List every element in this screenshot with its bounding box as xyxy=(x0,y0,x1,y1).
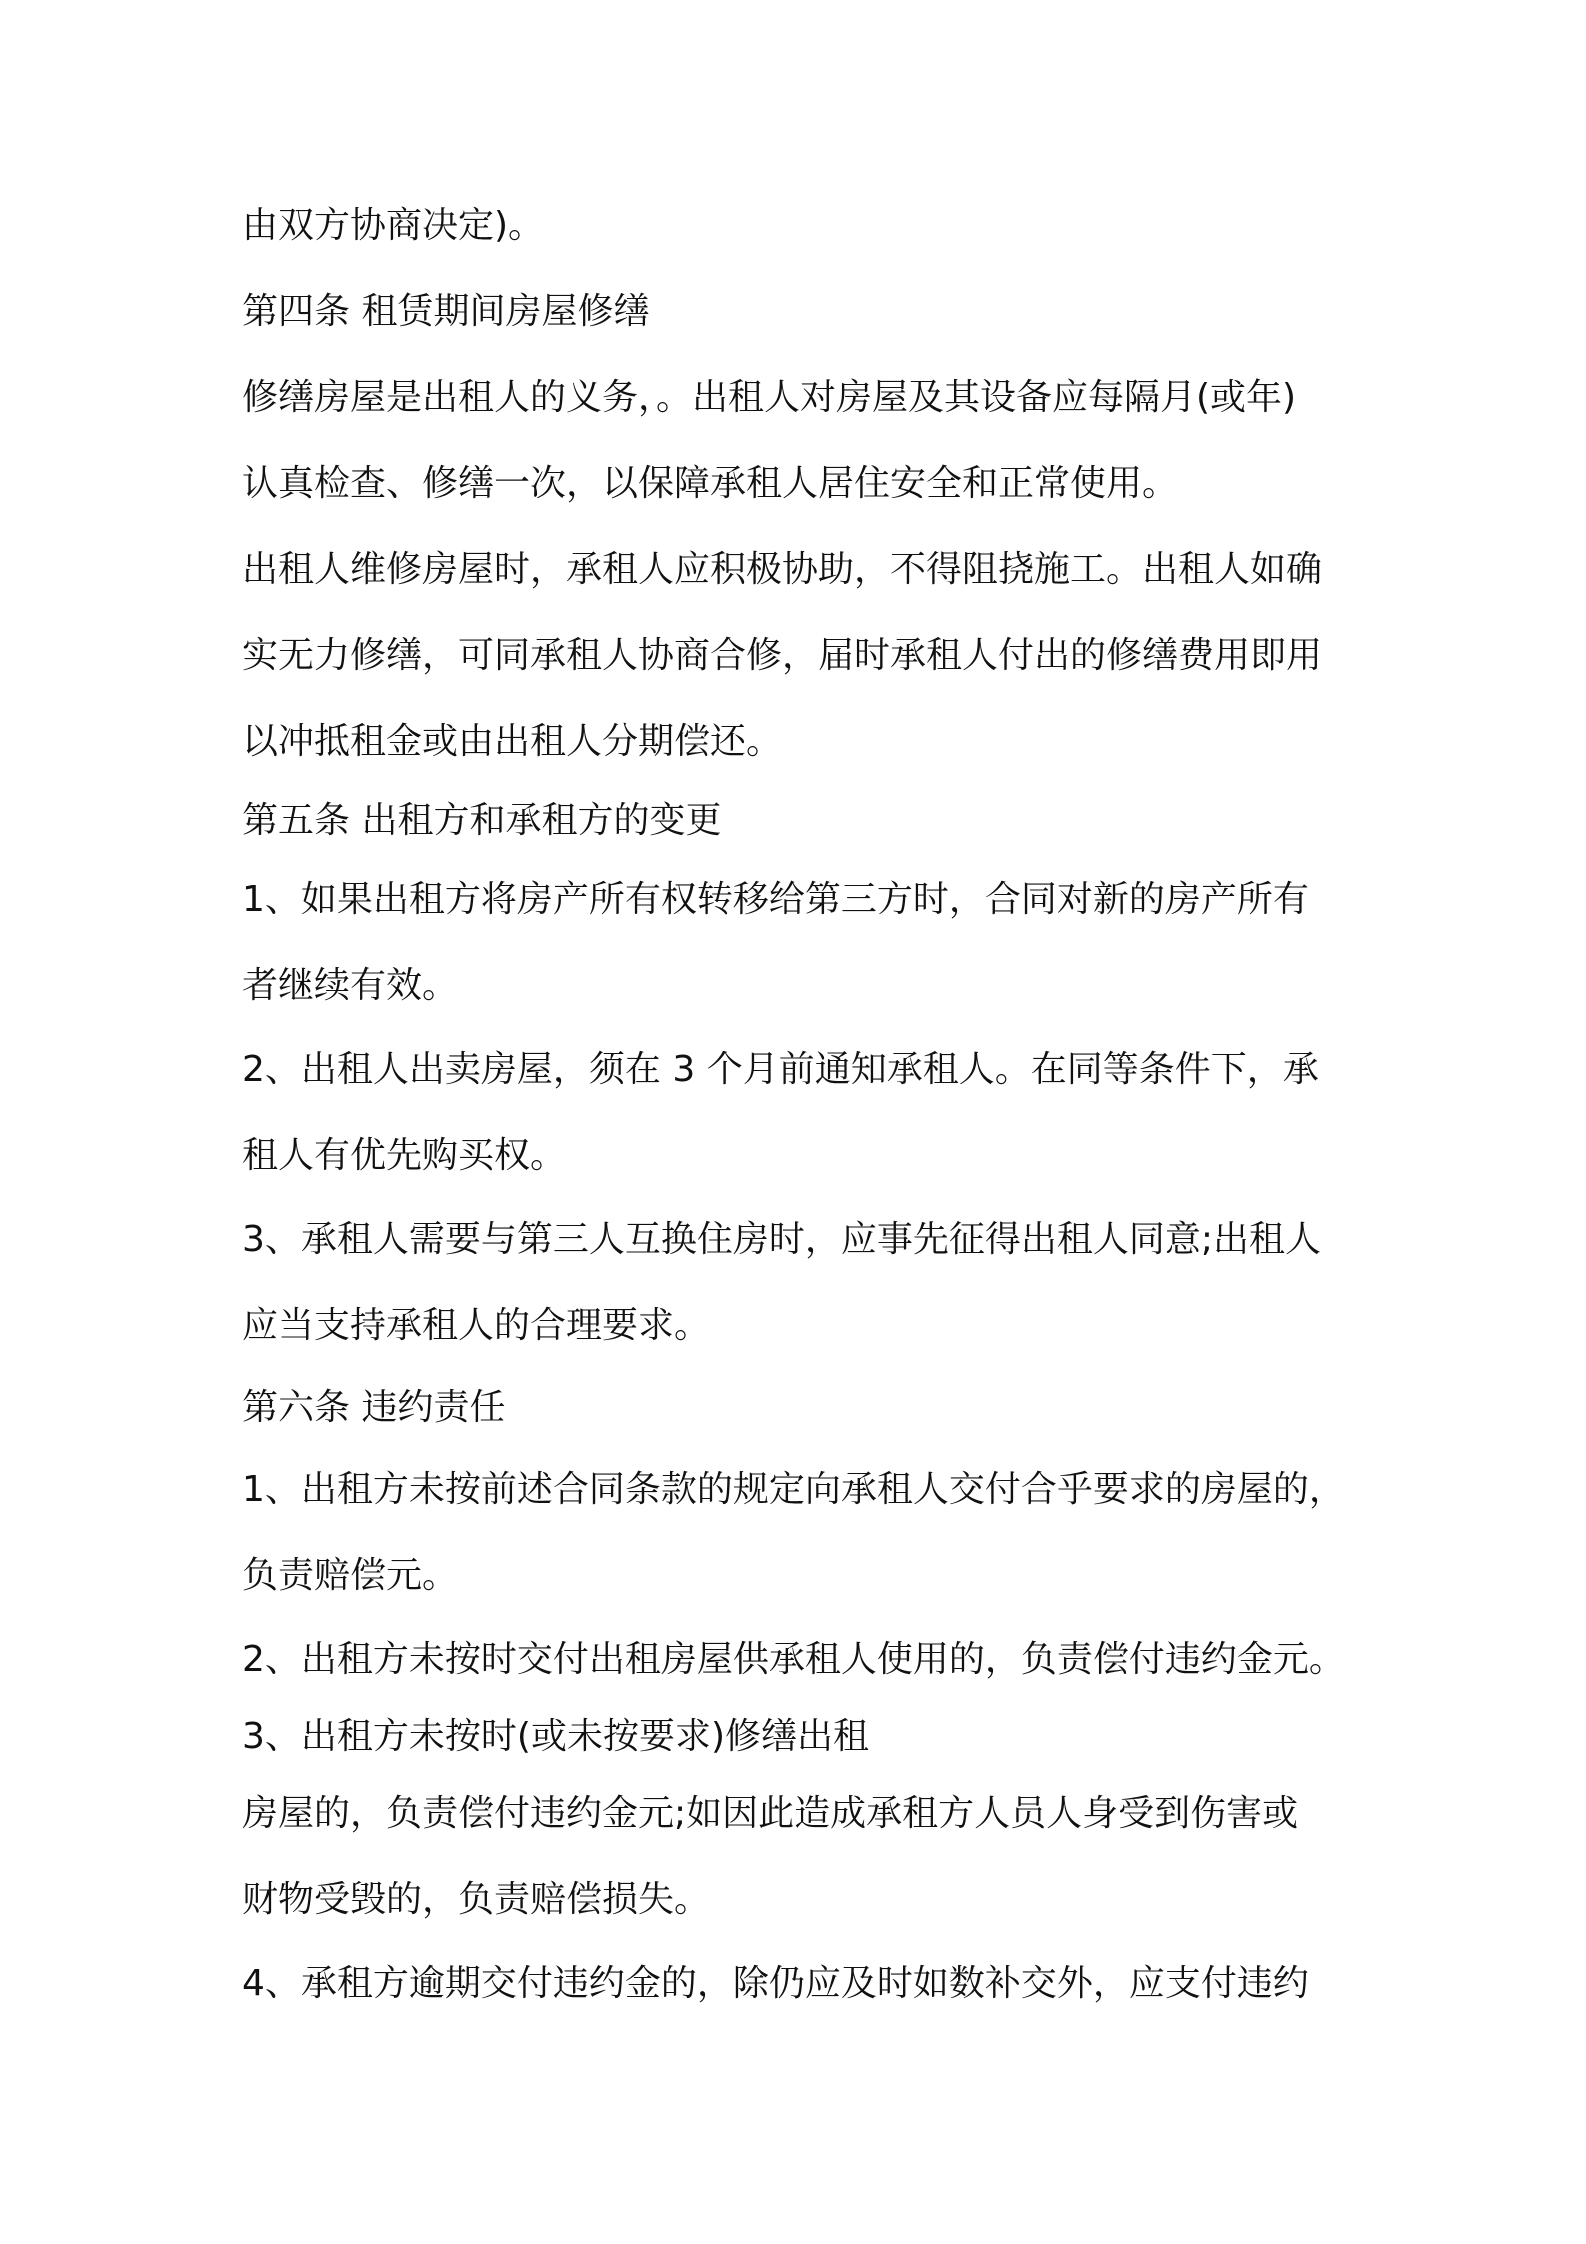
text-line: 应当支持承租人的合理要求。 xyxy=(242,1305,711,1346)
text-line: 2、出租人出卖房屋，须在 3 个月前通知承租人。在同等条件下，承 xyxy=(242,1049,1319,1090)
section-heading: 第五条 出租方和承租方的变更 xyxy=(242,800,722,841)
text-line: 负责赔偿元。 xyxy=(242,1555,459,1596)
text-line: 租人有优先购买权。 xyxy=(242,1135,567,1176)
text-line: 房屋的，负责偿付违约金元;如因此造成承租方人员人身受到伤害或 xyxy=(242,1793,1299,1834)
text-line: 修缮房屋是出租人的义务，。出租人对房屋及其设备应每隔月(或年) xyxy=(242,377,1297,418)
text-line: 2、出租方未按时交付出租房屋供承租人使用的，负责偿付违约金元。 xyxy=(242,1639,1345,1680)
text-line: 出租人维修房屋时，承租人应积极协助，不得阻挠施工。出租人如确 xyxy=(242,549,1323,590)
text-line: 实无力修缮，可同承租人协商合修，届时承租人付出的修缮费用即用 xyxy=(242,635,1323,676)
text-line: 4、承租方逾期交付违约金的，除仍应及时如数补交外，应支付违约 xyxy=(242,1963,1309,2004)
text-line: 者继续有效。 xyxy=(242,965,459,1006)
text-line: 认真检查、修缮一次，以保障承租人居住安全和正常使用。 xyxy=(242,463,1179,504)
text-line: 以冲抵租金或由出租人分期偿还。 xyxy=(242,721,783,762)
text-line: 3、承租人需要与第三人互换住房时，应事先征得出租人同意;出租人 xyxy=(242,1219,1322,1260)
section-heading: 第六条 违约责任 xyxy=(242,1387,506,1428)
text-line: 1、如果出租方将房产所有权转移给第三方时，合同对新的房产所有 xyxy=(242,879,1309,920)
text-line: 1、出租方未按前述合同条款的规定向承租人交付合乎要求的房屋的， xyxy=(242,1469,1345,1510)
text-line: 3、出租方未按时(或未按要求)修缮出租 xyxy=(242,1716,869,1757)
section-heading: 第四条 租赁期间房屋修缮 xyxy=(242,291,650,332)
text-line: 财物受毁的，负责赔偿损失。 xyxy=(242,1879,711,1920)
text-line: 由双方协商决定)。 xyxy=(242,205,545,246)
